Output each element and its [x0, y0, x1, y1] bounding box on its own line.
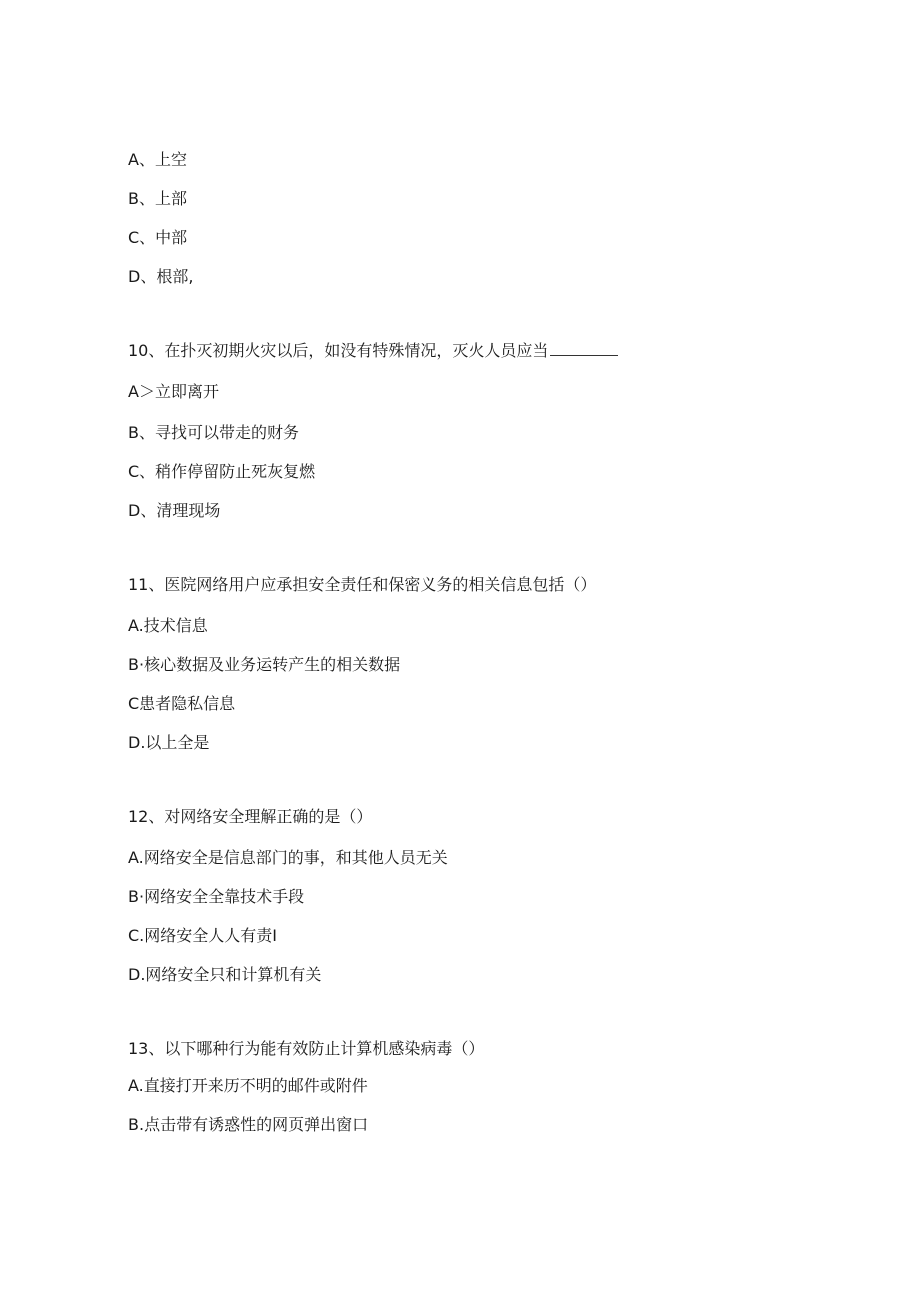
- q11-option-b: B·核心数据及业务运转产生的相关数据: [128, 655, 401, 674]
- q11-question-text: 11、医院网络用户应承担安全责任和保密义务的相关信息包括（）: [128, 575, 597, 594]
- q9-option-b: B、上部: [128, 189, 187, 208]
- q10-question-text: 10、在扑灭初期火灾以后，如没有特殊情况，灭火人员应当: [128, 341, 549, 360]
- q10-answer-blank: [550, 341, 618, 356]
- q12-option-b: B·网络安全全靠技术手段: [128, 887, 305, 906]
- q9-option-c: C、中部: [128, 228, 188, 247]
- q11-option-d: D.以上全是: [128, 733, 210, 752]
- q9-option-d: D、根部,: [128, 267, 194, 286]
- q12-question-text: 12、对网络安全理解正确的是（）: [128, 807, 373, 826]
- q10-option-a: A＞立即离开: [128, 382, 219, 401]
- q10-option-d: D、清理现场: [128, 501, 221, 520]
- q11-option-a: A.技术信息: [128, 616, 208, 635]
- q10-option-b: B、寻找可以带走的财务: [128, 423, 299, 442]
- q10-stem: [128, 341, 618, 361]
- q9-option-a: A、上空: [128, 150, 187, 169]
- q13-option-b: B.点击带有诱惑性的网页弹出窗口: [128, 1115, 369, 1134]
- q13-option-a: A.直接打开来历不明的邮件或附件: [128, 1076, 368, 1095]
- q13-question-text: 13、以下哪种行为能有效防止计算机感染病毒（）: [128, 1039, 485, 1058]
- q11-option-c: C患者隐私信息: [128, 694, 236, 713]
- q12-option-d: D.网络安全只和计算机有关: [128, 965, 322, 984]
- q12-option-c: C.网络安全人人有责I: [128, 926, 277, 945]
- q10-option-c: C、稍作停留防止死灰复燃: [128, 462, 316, 481]
- q12-option-a: A.网络安全是信息部门的事，和其他人员无关: [128, 848, 448, 867]
